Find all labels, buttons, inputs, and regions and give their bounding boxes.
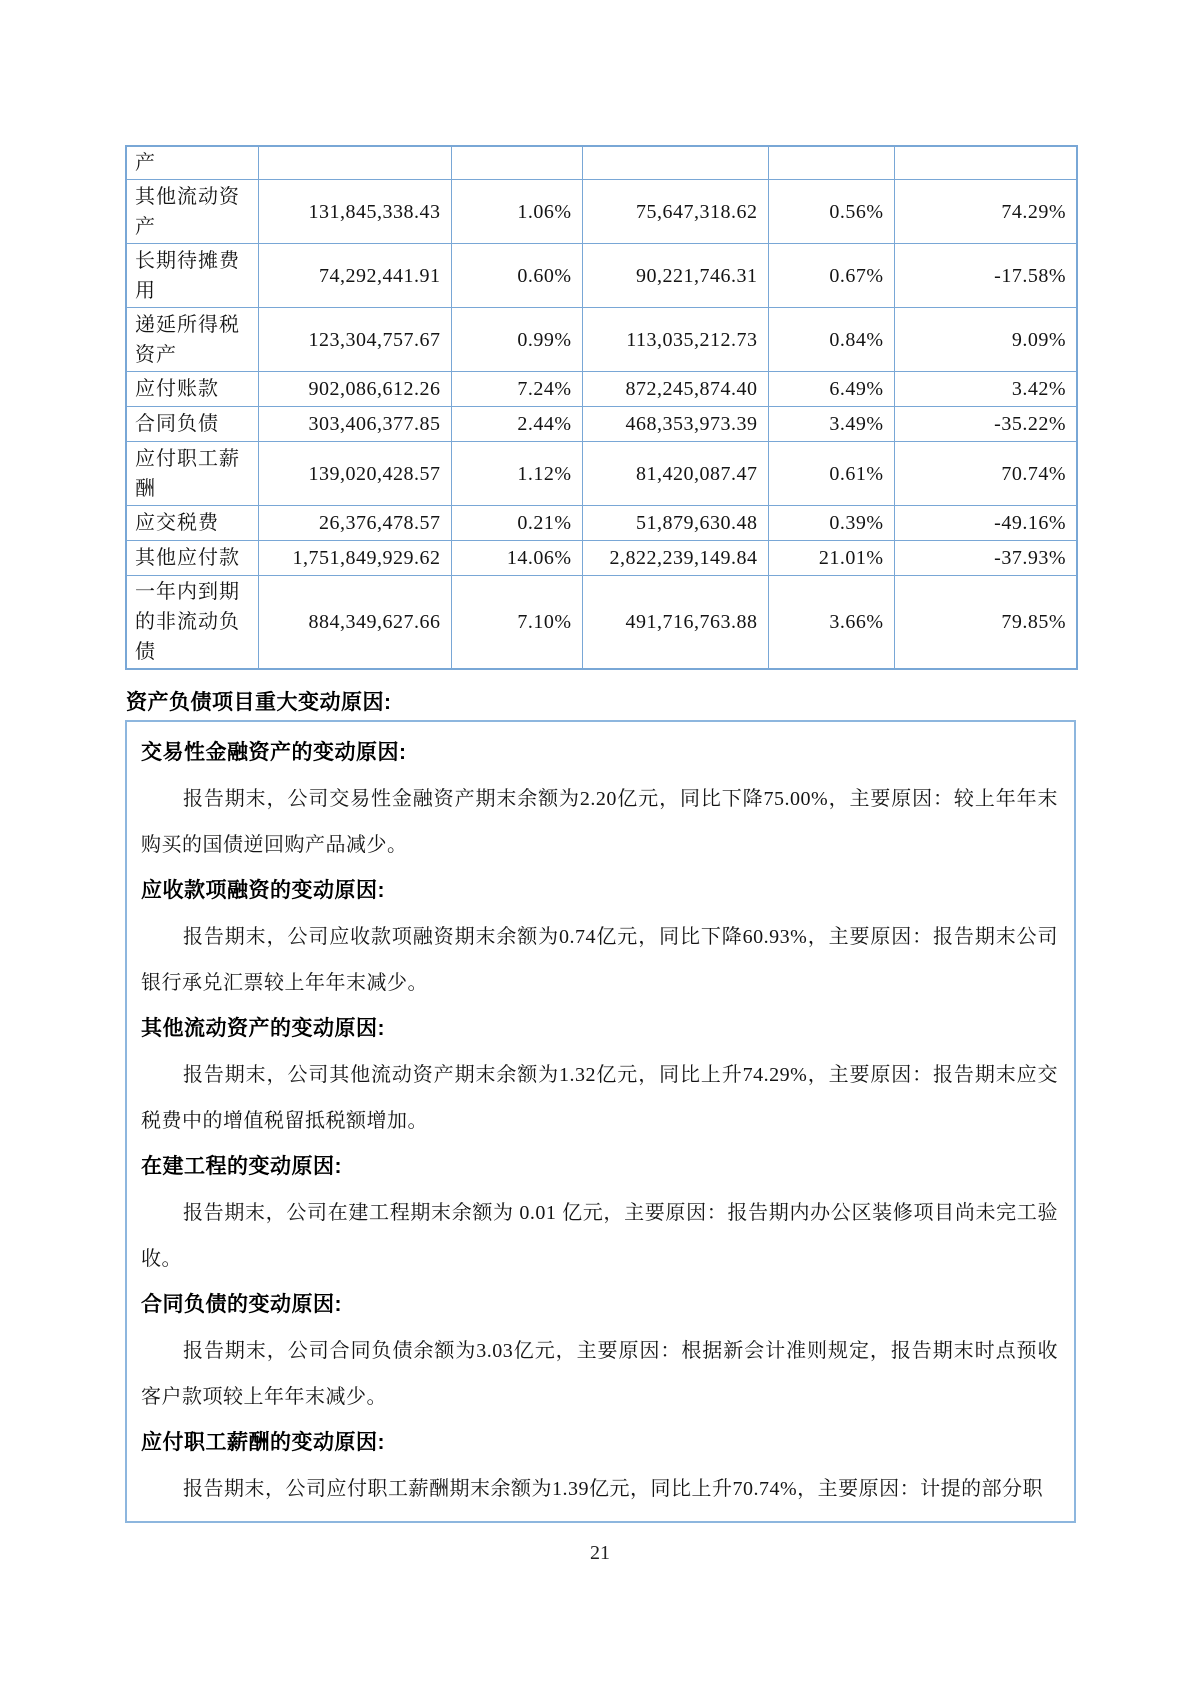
period-end-ratio-cell <box>451 146 582 180</box>
item-name-cell: 产 <box>126 146 258 180</box>
prior-year-ratio-cell: 0.61% <box>768 442 894 506</box>
period-end-ratio-cell: 0.60% <box>451 244 582 308</box>
table-row <box>126 308 1077 372</box>
item-name-cell: 递延所得税资产 <box>126 308 258 372</box>
period-end-ratio-cell: 0.99% <box>451 308 582 372</box>
period-end-amount-cell: 1,751,849,929.62 <box>258 541 451 576</box>
item-name-cell: 长期待摊费用 <box>126 244 258 308</box>
prior-year-amount-cell: 468,353,973.39 <box>582 407 768 442</box>
period-end-ratio-cell: 1.12% <box>451 442 582 506</box>
reason-title: 其他流动资产的变动原因: <box>141 1017 385 1040</box>
prior-year-amount-cell <box>582 146 768 180</box>
change-percent-cell: -37.93% <box>894 541 1077 576</box>
page-number: 21 <box>590 1542 610 1564</box>
prior-year-ratio-cell: 21.01% <box>768 541 894 576</box>
change-percent-cell: 79.85% <box>894 576 1077 670</box>
period-end-ratio-cell: 1.06% <box>451 180 582 244</box>
table-row <box>126 146 1077 180</box>
reasons-box <box>125 720 1076 1523</box>
prior-year-ratio-cell: 3.49% <box>768 407 894 442</box>
reason-title: 合同负债的变动原因: <box>141 1293 342 1316</box>
table-row <box>126 576 1077 670</box>
table-row <box>126 506 1077 541</box>
prior-year-ratio-cell: 0.39% <box>768 506 894 541</box>
reason-title: 交易性金融资产的变动原因: <box>141 741 407 764</box>
reason-title: 应收款项融资的变动原因: <box>141 879 385 902</box>
period-end-ratio-cell: 14.06% <box>451 541 582 576</box>
prior-year-ratio-cell: 6.49% <box>768 372 894 407</box>
prior-year-amount-cell: 872,245,874.40 <box>582 372 768 407</box>
period-end-ratio-cell: 7.10% <box>451 576 582 670</box>
change-percent-cell: 3.42% <box>894 372 1077 407</box>
change-percent-cell: 70.74% <box>894 442 1077 506</box>
prior-year-amount-cell: 75,647,318.62 <box>582 180 768 244</box>
period-end-amount-cell: 303,406,377.85 <box>258 407 451 442</box>
item-name-cell: 其他流动资产 <box>126 180 258 244</box>
item-name-cell: 应付职工薪酬 <box>126 442 258 506</box>
reason-body: 报告期末，公司应收款项融资期末余额为0.74亿元，同比下降60.93%，主要原因：报告期末公司银行承兑汇票较上年年末减少。 <box>141 926 1058 994</box>
period-end-amount-cell: 26,376,478.57 <box>258 506 451 541</box>
table-row <box>126 180 1077 244</box>
prior-year-amount-cell: 491,716,763.88 <box>582 576 768 670</box>
period-end-amount-cell <box>258 146 451 180</box>
table-row <box>126 407 1077 442</box>
item-name-cell: 合同负债 <box>126 407 258 442</box>
reason-body: 报告期末，公司交易性金融资产期末余额为2.20亿元，同比下降75.00%，主要原因：较上年年末购买的国债逆回购产品减少。 <box>141 788 1058 856</box>
prior-year-amount-cell: 113,035,212.73 <box>582 308 768 372</box>
item-name-cell: 应付账款 <box>126 372 258 407</box>
change-percent-cell: -35.22% <box>894 407 1077 442</box>
prior-year-amount-cell: 2,822,239,149.84 <box>582 541 768 576</box>
change-percent-cell <box>894 146 1077 180</box>
reason-title: 应付职工薪酬的变动原因: <box>141 1431 385 1454</box>
change-percent-cell: 74.29% <box>894 180 1077 244</box>
prior-year-ratio-cell: 0.67% <box>768 244 894 308</box>
section-heading: 资产负债项目重大变动原因: <box>126 691 392 714</box>
prior-year-amount-cell: 51,879,630.48 <box>582 506 768 541</box>
change-percent-cell: -17.58% <box>894 244 1077 308</box>
table-row <box>126 442 1077 506</box>
change-percent-cell: -49.16% <box>894 506 1077 541</box>
reason-body: 报告期末，公司合同负债余额为3.03亿元，主要原因：根据新会计准则规定，报告期末时点预收客户款项较上年年末减少。 <box>141 1340 1058 1408</box>
period-end-amount-cell: 139,020,428.57 <box>258 442 451 506</box>
period-end-amount-cell: 131,845,338.43 <box>258 180 451 244</box>
period-end-amount-cell: 123,304,757.67 <box>258 308 451 372</box>
reason-body: 报告期末，公司其他流动资产期末余额为1.32亿元，同比上升74.29%，主要原因：报告期末应交税费中的增值税留抵税额增加。 <box>141 1064 1058 1132</box>
reason-body: 报告期末，公司应付职工薪酬期末余额为1.39亿元，同比上升70.74%，主要原因：计提的部分职 <box>183 1478 1044 1500</box>
prior-year-ratio-cell: 0.56% <box>768 180 894 244</box>
item-name-cell: 应交税费 <box>126 506 258 541</box>
table-row <box>126 244 1077 308</box>
balance-sheet-change-table <box>125 145 1078 670</box>
prior-year-ratio-cell: 0.84% <box>768 308 894 372</box>
change-percent-cell: 9.09% <box>894 308 1077 372</box>
period-end-amount-cell: 902,086,612.26 <box>258 372 451 407</box>
table-row <box>126 372 1077 407</box>
table-body <box>126 146 1077 669</box>
item-name-cell: 一年内到期的非流动负债 <box>126 576 258 670</box>
reason-title: 在建工程的变动原因: <box>141 1155 342 1178</box>
period-end-ratio-cell: 7.24% <box>451 372 582 407</box>
period-end-ratio-cell: 2.44% <box>451 407 582 442</box>
prior-year-amount-cell: 81,420,087.47 <box>582 442 768 506</box>
table-row <box>126 541 1077 576</box>
prior-year-amount-cell: 90,221,746.31 <box>582 244 768 308</box>
prior-year-ratio-cell: 3.66% <box>768 576 894 670</box>
period-end-ratio-cell: 0.21% <box>451 506 582 541</box>
period-end-amount-cell: 74,292,441.91 <box>258 244 451 308</box>
item-name-cell: 其他应付款 <box>126 541 258 576</box>
prior-year-ratio-cell <box>768 146 894 180</box>
period-end-amount-cell: 884,349,627.66 <box>258 576 451 670</box>
reason-body: 报告期末，公司在建工程期末余额为 0.01 亿元，主要原因：报告期内办公区装修项目尚未完工验收。 <box>141 1202 1058 1270</box>
